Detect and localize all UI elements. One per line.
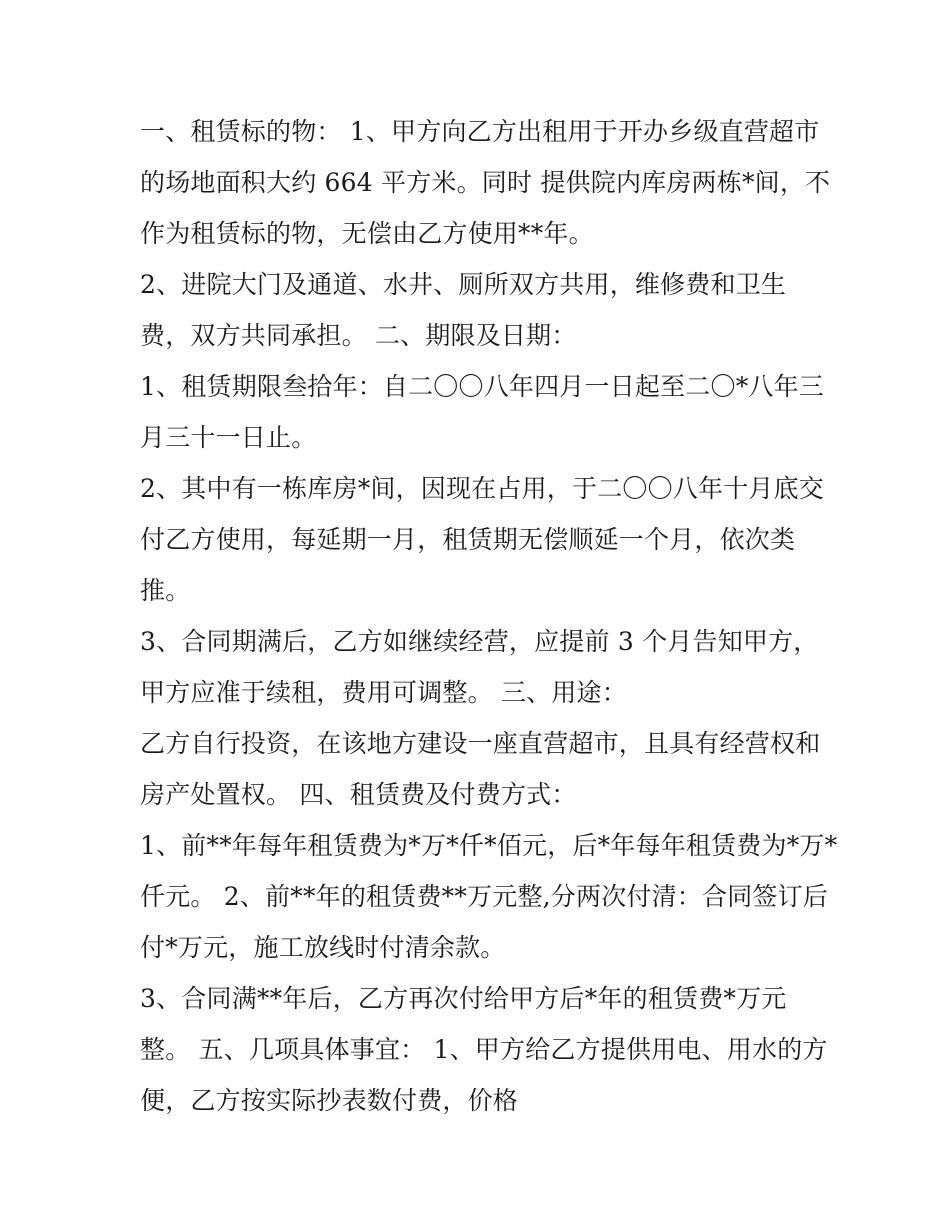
text-line: 整。 五、几项具体事宜： 1、甲方给乙方提供用电、用水的方 bbox=[140, 1035, 828, 1064]
text-line: 2、进院大门及通道、水井、厕所双方共用，维修费和卫生 bbox=[140, 270, 787, 299]
text-line: 的场地面积大约 664 平方米。同时 提供院内库房两栋*间，不 bbox=[140, 168, 831, 197]
text-line: 一、租赁标的物： 1、甲方向乙方出租用于开办乡级直营超市 bbox=[140, 117, 820, 146]
text-line: 作为租赁标的物，无偿由乙方使用**年。 bbox=[140, 219, 594, 248]
text-line: 3、合同满**年后，乙方再次付给甲方后*年的租赁费*万元 bbox=[140, 984, 787, 1013]
text-line: 费，双方共同承担。 二、期限及日期： bbox=[140, 321, 577, 350]
text-line: 房产处置权。 四、租赁费及付费方式： bbox=[140, 780, 577, 809]
text-line: 月三十一日止。 bbox=[140, 423, 317, 452]
text-line: 3、合同期满后，乙方如继续经营，应提前 3 个月告知甲方， bbox=[140, 627, 819, 656]
text-line: 仟元。 2、前**年的租赁费**万元整,分两次付清：合同签订后 bbox=[140, 882, 829, 911]
text-line: 付乙方使用，每延期一月，租赁期无偿顺延一个月，依次类 bbox=[140, 525, 796, 554]
text-line: 便，乙方按实际抄表数付费，价格 bbox=[140, 1086, 519, 1115]
text-line: 付*万元，施工放线时付清余款。 bbox=[140, 933, 506, 962]
text-line: 1、租赁期限叁拾年：自二〇〇八年四月一日起至二〇*八年三 bbox=[140, 372, 825, 401]
text-line: 2、其中有一栋库房*间，因现在占用，于二〇〇八年十月底交 bbox=[140, 474, 825, 503]
document-body bbox=[140, 106, 838, 1126]
text-line: 推。 bbox=[140, 576, 191, 605]
text-line: 乙方自行投资，在该地方建设一座直营超市，且具有经营权和 bbox=[140, 729, 821, 758]
text-line: 甲方应准于续租，费用可调整。 三、用途： bbox=[140, 678, 627, 707]
text-line: 1、前**年每年租赁费为*万*仟*佰元，后*年每年租赁费为*万* bbox=[140, 831, 838, 860]
